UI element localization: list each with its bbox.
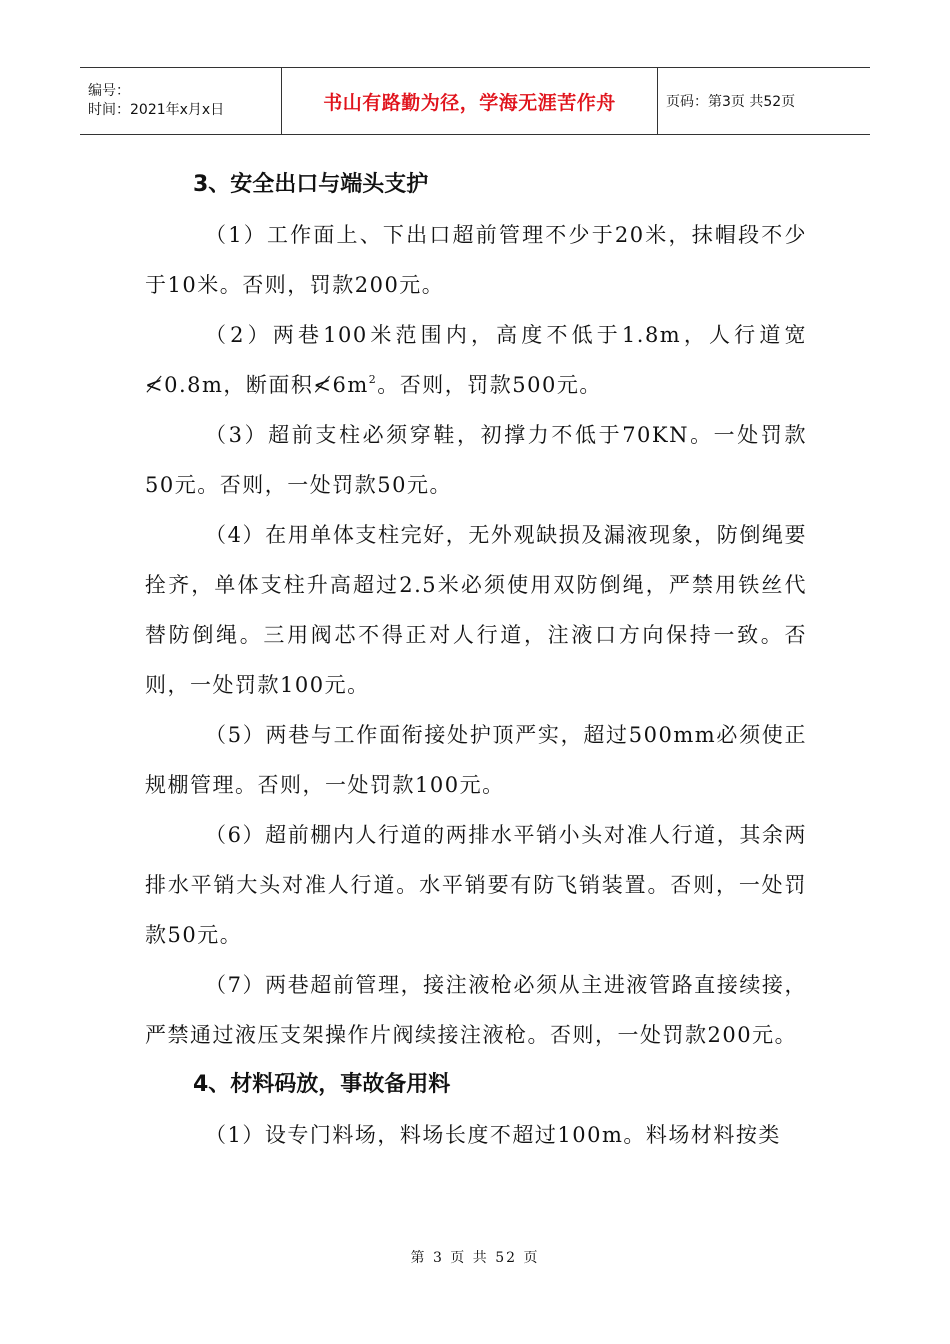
header-motto: 书山有路勤为径，学海无涯苦作舟: [323, 91, 616, 114]
section-heading-3: 3、安全出口与端头支护: [193, 172, 429, 197]
section-heading-4: 4、材料码放，事故备用料: [193, 1072, 451, 1097]
page-footer: 第 3 页 共 52 页: [410, 1250, 540, 1266]
header-page-info: 页码：第3页 共52页: [666, 94, 796, 110]
paragraph-6: （6）超前棚内人行道的两排水平销小头对准人行道，其余两排水平销大头对准人行道。水平销要有防飞销装置。否则，一处罚款50元。: [145, 823, 807, 947]
document-number-label: 编号：: [88, 83, 130, 99]
paragraph-2: [145, 310, 807, 410]
paragraph-4: （4）在用单体支柱完好，无外观缺损及漏液现象，防倒绳要拴齐，单体支柱升高超过2.5米必须使用双防倒绳，严禁用铁丝代替防倒绳。三用阀芯不得正对人行道，注液口方向保持一致。否则，一处罚款100元。: [145, 523, 807, 697]
paragraph-2-text-a: （2）两巷100米范围内，高度不低于1.8m，人行道宽≮0.8m，断面积≮6m: [145, 323, 807, 397]
document-body: [145, 160, 807, 1160]
header-motto-cell: [282, 68, 658, 134]
header-meta: [80, 68, 282, 134]
document-date-label: 时间：2021年x月x日: [88, 102, 225, 118]
paragraph-2-superscript: 2: [368, 373, 378, 386]
paragraph-7: （7）两巷超前管理，接注液枪必须从主进液管路直接续接，严禁通过液压支架操作片阀续接注液枪。否则，一处罚款200元。: [145, 973, 807, 1047]
paragraph-2-text-b: 。否则，罚款500元。: [377, 373, 602, 397]
paragraph-5: （5）两巷与工作面衔接处护顶严实，超过500mm必须使正规棚管理。否则，一处罚款100元。: [145, 723, 807, 797]
header-page-info-cell: [658, 68, 870, 134]
paragraph-3: （3）超前支柱必须穿鞋，初撑力不低于70KN。一处罚款50元。否则，一处罚款50元。: [145, 423, 807, 497]
page-header: [80, 67, 870, 135]
paragraph-1: （1）工作面上、下出口超前管理不少于20米，抹帽段不少于10米。否则，罚款200元。: [145, 223, 807, 297]
paragraph-8: （1）设专门料场，料场长度不超过100m。料场材料按类: [205, 1123, 781, 1147]
